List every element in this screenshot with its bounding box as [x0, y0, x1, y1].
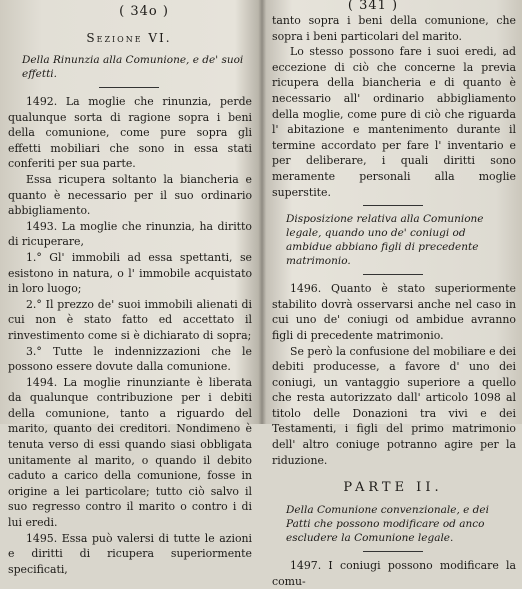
paragraph: 1.° Gl' immobili ad essa spettanti, se esistono in natura, o l' immobile acquistato in loro luogo;: [8, 250, 252, 296]
right-page-number: ( 341 ): [347, 0, 399, 13]
paragraph: Essa ricupera soltanto la biancheria e quanto è necessario per il suo ordinario abbigliamento.: [8, 172, 252, 218]
left-page-number: ( 34o ): [119, 4, 169, 19]
paragraph: tanto sopra i beni della comunione, che sopra i beni particolari del marito.: [272, 14, 516, 43]
paragraph: 1492. La moglie che rinunzia, perde qualunque sorta di ragione sopra i beni della comunione, come pure sopra gli effetti mobiliari che sono in essa stati conferiti per sua parte.: [8, 95, 252, 171]
paragraph: 3.° Tutte le indennizzazioni che le possono essere dovute dalla comunione.: [8, 344, 252, 374]
disposizione-heading: Disposizione relativa alla Comunione legale, quando uno de' coniugi od ambidue abbiano figli di precedente matrimonio.: [286, 213, 484, 268]
paragraph: Lo stesso possono fare i suoi eredi, ad eccezione di ciò che concerne la previa ricupera della biancheria e di quanto è necessario all' ordinario abbigliamento della moglie, come pure di ciò che riguarda l' abitazione e mantenimento durante il termine accordato per fare l' inventario e per deliberare, i quali diritti sono meramente personali alla moglie superstite.: [272, 45, 516, 199]
divider: [363, 551, 423, 552]
paragraph: 1494. La moglie rinunziante è liberata da qualunque contribuzione per i debiti della comunione, tanto a riguardo del marito, quanto dei creditori. Nondimeno è tenuta verso di essi quando siasi obbligata unitamente al marito, o quando il debito caduto a carico della comunione, fosse in origine a lei particolare; tutto ciò salvo il suo regresso contro il marito o contro i di lui eredi.: [8, 375, 252, 530]
section-heading: Sezione VI.: [86, 31, 172, 45]
paragraph: 1497. I coniugi possono modificare la comu-: [272, 559, 516, 588]
paragraph: 1495. Essa può valersi di tutte le azioni e diritti di ricupera superiormente specificati,: [8, 531, 252, 576]
left-page: [0, 0, 258, 576]
paragraph: 1496. Quanto è stato superiormente stabilito dovrà osservarsi anche nel caso in cui uno de' coniugi od ambidue avranno figli di precedente matrimonio.: [272, 282, 516, 342]
parte-subtitle: Della Comunione convenzionale, e dei Patti che possono modificare od anco escludere la Comunione legale.: [286, 504, 489, 545]
paragraph: 2.° Il prezzo de' suoi immobili alienati di cui non è stato fatto ed accettato il rinvestimento come si è dichiarato di sopra;: [8, 297, 252, 342]
paragraph: Se però la confusione del mobiliare e dei debiti producesse, a favore d' uno dei coniugi, un vantaggio superiore a quello che resta autorizzato dall' articolo 1098 al titolo delle Donazioni tra vivi e dei Testamenti, i figli del primo matrimonio dell' altro coniuge potranno agire per la riduzione.: [272, 344, 516, 467]
section-subtitle: Della Rinunzia alla Comunione, e de' suoi effetti.: [22, 54, 244, 80]
divider: [99, 87, 159, 88]
divider: [363, 274, 423, 275]
paragraph: 1493. La moglie che rinunzia, ha diritto di ricuperare,: [8, 219, 252, 249]
right-page: [264, 0, 522, 588]
divider: [363, 205, 423, 206]
parte-heading: PARTE II.: [343, 480, 443, 496]
